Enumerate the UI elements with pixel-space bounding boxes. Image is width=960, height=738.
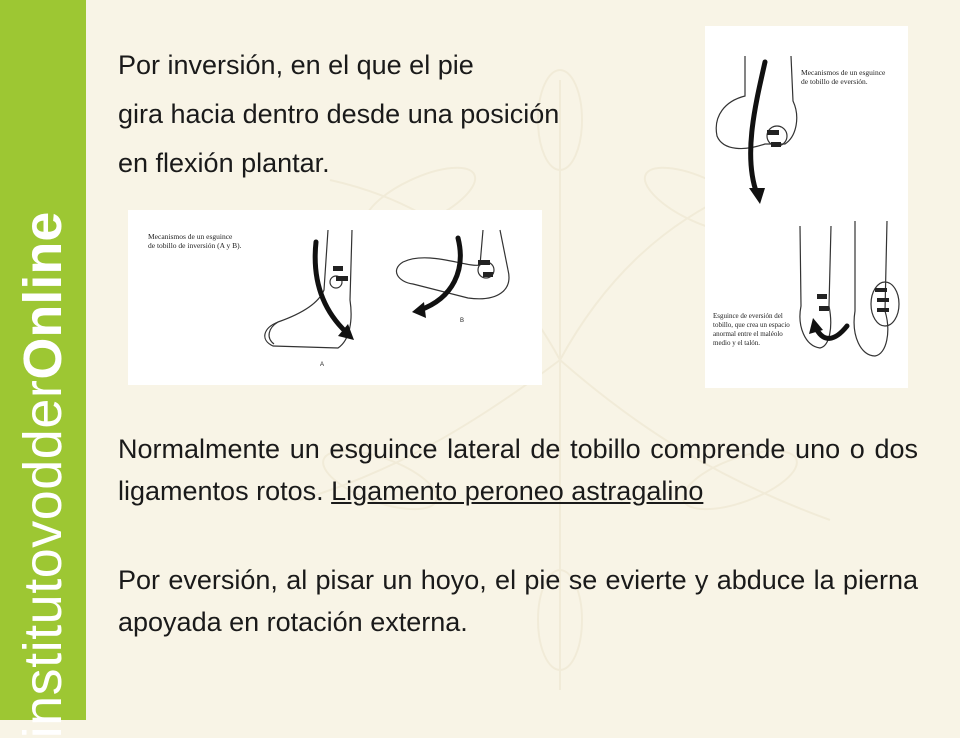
brand-name-light: institutovodder: [13, 379, 73, 738]
intro-line: Por inversión, en el que el pie: [118, 50, 474, 80]
inversion-figure-caption: [148, 232, 242, 250]
eversion-sprain-figure: [705, 26, 908, 388]
caption-line: anormal entre el maléolo: [713, 330, 783, 338]
paragraph-text: Normalmente un esguince lateral de tobillo comprende uno o dos ligamentos rotos.: [118, 434, 918, 506]
paragraph-text: Por eversión, al pisar un hoyo, el pie se evierte y abduce la pierna apoyada en rotación externa.: [118, 565, 918, 637]
ligament-underlined-term: Ligamento peroneo astragalino: [331, 476, 704, 506]
eversion-figure-caption-top: [801, 68, 885, 86]
eversion-figure-caption-bottom: [713, 312, 790, 348]
caption-line: medio y el talón.: [713, 339, 761, 347]
intro-line: en flexión plantar.: [118, 148, 330, 178]
caption-line: Mecanismos de un esguince: [148, 232, 233, 241]
caption-line: de tobillo de eversión.: [801, 77, 868, 86]
caption-line: Mecanismos de un esguince: [801, 68, 886, 77]
caption-line: tobillo, que crea un espacio: [713, 321, 790, 329]
brand-sidebar: [0, 0, 86, 738]
inversion-sprain-figure: [128, 210, 542, 385]
figure-label-a: A: [320, 362, 325, 368]
intro-text: [118, 41, 698, 188]
eversion-paragraph: [118, 559, 918, 643]
figure-label-b: B: [460, 318, 465, 324]
lateral-sprain-paragraph: [118, 428, 918, 512]
brand-name-bold: Online: [13, 211, 73, 380]
caption-line: Esguince de eversión del: [713, 312, 783, 320]
intro-line: gira hacia dentro desde una posición: [118, 99, 560, 129]
brand-logo: [13, 211, 73, 738]
caption-line: de tobillo de inversión (A y B).: [148, 241, 242, 250]
